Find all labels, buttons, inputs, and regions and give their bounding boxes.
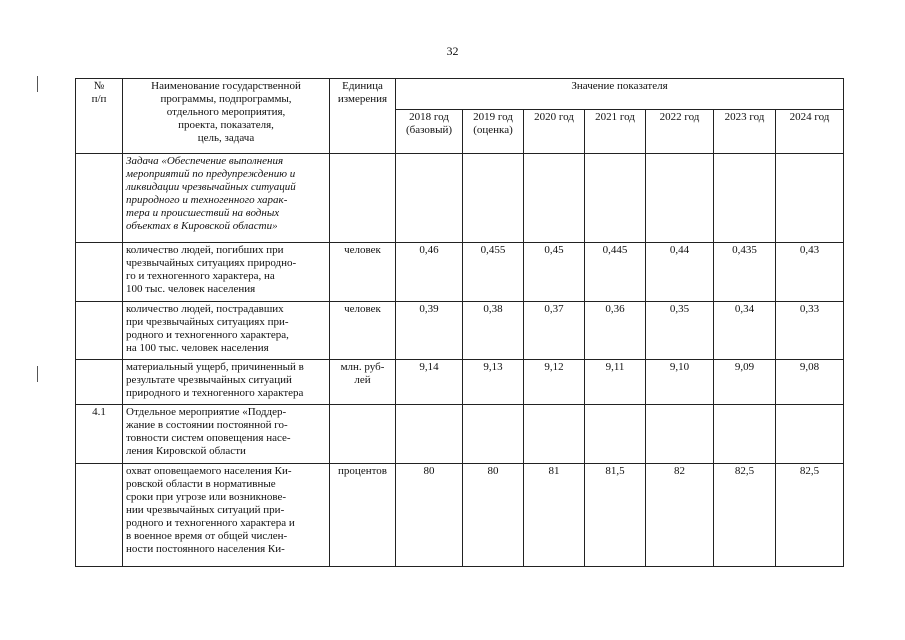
header-row-1: [76, 79, 844, 110]
value-2020: 9,12: [524, 360, 585, 405]
value-2024: 0,43: [776, 243, 844, 302]
header-year-2023: 2023 год: [714, 110, 776, 154]
indicators-table: [75, 78, 844, 567]
header-year-2018: 2018 год (базовый): [396, 110, 463, 154]
task-num-cell: [76, 154, 123, 243]
value-2024: 9,08: [776, 360, 844, 405]
value-2019: 0,455: [463, 243, 524, 302]
value-2019: 80: [463, 464, 524, 567]
table-row: [76, 464, 844, 567]
header-year-2022: 2022 год: [646, 110, 714, 154]
left-margin-mark: [37, 76, 38, 92]
header-year-2024: 2024 год: [776, 110, 844, 154]
page-number: 32: [446, 44, 459, 58]
table-row: [76, 302, 844, 360]
value-2019: 0,38: [463, 302, 524, 360]
task-row: [76, 154, 844, 243]
row-num: [76, 464, 123, 567]
unit-cell: [330, 405, 396, 464]
indicator-name: количество людей, пострадавших при чрезвычайных ситуациях при- родного и техногенного характера, на 100 тыс. человек населения: [123, 302, 330, 360]
value-2023: 9,09: [714, 360, 776, 405]
value-2021: 9,11: [585, 360, 646, 405]
value-2022: 0,44: [646, 243, 714, 302]
header-year-2019: 2019 год (оценка): [463, 110, 524, 154]
task-text: Задача «Обеспечение выполнения мероприятий по предупреждению и ликвидации чрезвычайных ситуаций природного и техногенного харак- тера и происшествий на водных объектах в Кировской области»: [123, 154, 330, 243]
header-year-2021: 2021 год: [585, 110, 646, 154]
indicator-name: количество людей, погибших при чрезвычайных ситуациях природно- го и техногенного характера, на 100 тыс. человек населения: [123, 243, 330, 302]
value-2021: 81,5: [585, 464, 646, 567]
header-year-2020: 2020 год: [524, 110, 585, 154]
row-num: [76, 243, 123, 302]
value-2023: 0,435: [714, 243, 776, 302]
value-2020: 0,45: [524, 243, 585, 302]
value-2023: 0,34: [714, 302, 776, 360]
value-2023: [714, 405, 776, 464]
value-2024: 0,33: [776, 302, 844, 360]
value-2021: 0,36: [585, 302, 646, 360]
value-2018: [396, 405, 463, 464]
value-2020: 0,37: [524, 302, 585, 360]
value-2019: [463, 405, 524, 464]
value-2018: 9,14: [396, 360, 463, 405]
row-num: 4.1: [76, 405, 123, 464]
value-2023: 82,5: [714, 464, 776, 567]
value-2021: 0,445: [585, 243, 646, 302]
unit-cell: млн. руб- лей: [330, 360, 396, 405]
header-values-group: Значение показателя: [396, 79, 844, 110]
value-2022: [646, 405, 714, 464]
unit-cell: человек: [330, 243, 396, 302]
value-2021: [585, 405, 646, 464]
value-2020: [524, 405, 585, 464]
left-margin-mark-2: [37, 366, 38, 382]
unit-cell: процентов: [330, 464, 396, 567]
value-2022: 0,35: [646, 302, 714, 360]
unit-cell: человек: [330, 302, 396, 360]
header-unit: Единица измерения: [330, 79, 396, 154]
value-2022: 9,10: [646, 360, 714, 405]
table-row: [76, 360, 844, 405]
value-2019: 9,13: [463, 360, 524, 405]
value-2018: 0,46: [396, 243, 463, 302]
indicator-name: материальный ущерб, причиненный в результате чрезвычайных ситуаций природного и техногенного характера: [123, 360, 330, 405]
value-2022: 82: [646, 464, 714, 567]
value-2018: 80: [396, 464, 463, 567]
value-2018: 0,39: [396, 302, 463, 360]
value-2024: [776, 405, 844, 464]
indicator-name: охват оповещаемого населения Ки- ровской области в нормативные сроки при угрозе или возникнове- нии чрезвычайных ситуаций при- родного и техногенного характера и в военное время от общей числен- ности постоянного населения Ки-: [123, 464, 330, 567]
table-row: [76, 243, 844, 302]
header-num: № п/п: [76, 79, 123, 154]
value-2020: 81: [524, 464, 585, 567]
header-name: Наименование государственной программы, подпрограммы, отдельного мероприятия, проекта, показателя, цель, задача: [123, 79, 330, 154]
measure-name: Отдельное мероприятие «Поддер- жание в состоянии постоянной го- товности систем оповещения насе- ления Кировской области: [123, 405, 330, 464]
table-row: [76, 405, 844, 464]
row-num: [76, 360, 123, 405]
row-num: [76, 302, 123, 360]
value-2024: 82,5: [776, 464, 844, 567]
